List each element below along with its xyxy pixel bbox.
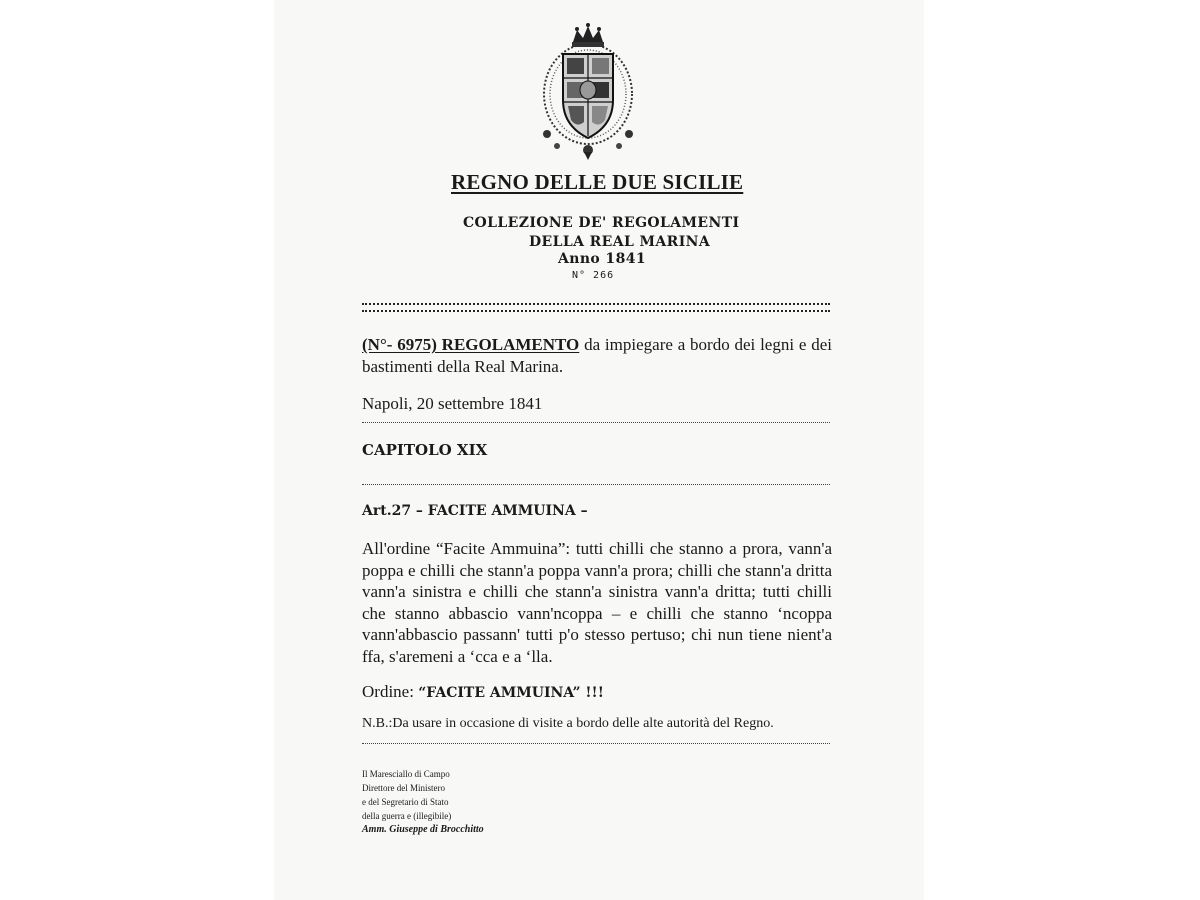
article-body: All'ordine “Facite Ammuina”: tutti chilli che stanno a prora, vann'a poppa e chilli che stann'a poppa vann'a prora; chilli che stann'a dritta vann'a sinistra e chilli che stann'a sinistra vann'a dritta; tutti chilli che stanno abbascio vann'ncoppa – e chilli che stanno ‘ncoppa vann'abbascio passann' tutti p'o stesso pertuso; chi nun tiene nient'a ffa, s'aremeni a ‘cca e a ‘lla.	[362, 539, 832, 666]
order-line	[362, 682, 604, 702]
chapter-heading: CAPITOLO XIX	[362, 441, 488, 459]
regulation-paragraph	[362, 334, 832, 378]
signatory-name: Amm. Giuseppe di Brocchitto	[362, 824, 484, 835]
collection-title: COLLEZIONE DE' REGOLAMENTI	[463, 215, 740, 231]
signature-line: Direttore del Ministero	[362, 783, 445, 793]
regulation-description: da impiegare a bordo dei legni e dei bastimenti della Real Marina.	[362, 335, 833, 376]
document-title: REGNO DELLE DUE SICILIE	[451, 170, 744, 194]
dotted-separator	[362, 484, 830, 485]
regulation-date: Napoli, 20 settembre 1841	[362, 394, 543, 413]
signature-line: e del Segretario di Stato	[362, 797, 449, 807]
signature-line: della guerra e (illegibile)	[362, 811, 452, 821]
signature-block	[362, 767, 484, 837]
order-text: “FACITE AMMUINA” !!!	[418, 685, 604, 701]
collection-subtitle: DELLA REAL MARINA	[529, 234, 711, 250]
article-heading: Art.27 – FACITE AMMUINA –	[362, 503, 588, 519]
collection-year: Anno 1841	[558, 251, 646, 267]
header-separator	[362, 303, 830, 312]
dotted-separator	[362, 422, 830, 423]
collection-number: N° 266	[572, 270, 615, 281]
dotted-separator	[362, 743, 830, 744]
regulation-reference: (N°- 6975) REGOLAMENTO	[362, 335, 580, 354]
royal-coat-of-arms-icon	[533, 22, 643, 162]
order-label: Ordine:	[362, 682, 414, 701]
signature-line: Il Maresciallo di Campo	[362, 769, 450, 779]
note-line: N.B.:Da usare in occasione di visite a bordo delle alte autorità del Regno.	[362, 716, 774, 731]
